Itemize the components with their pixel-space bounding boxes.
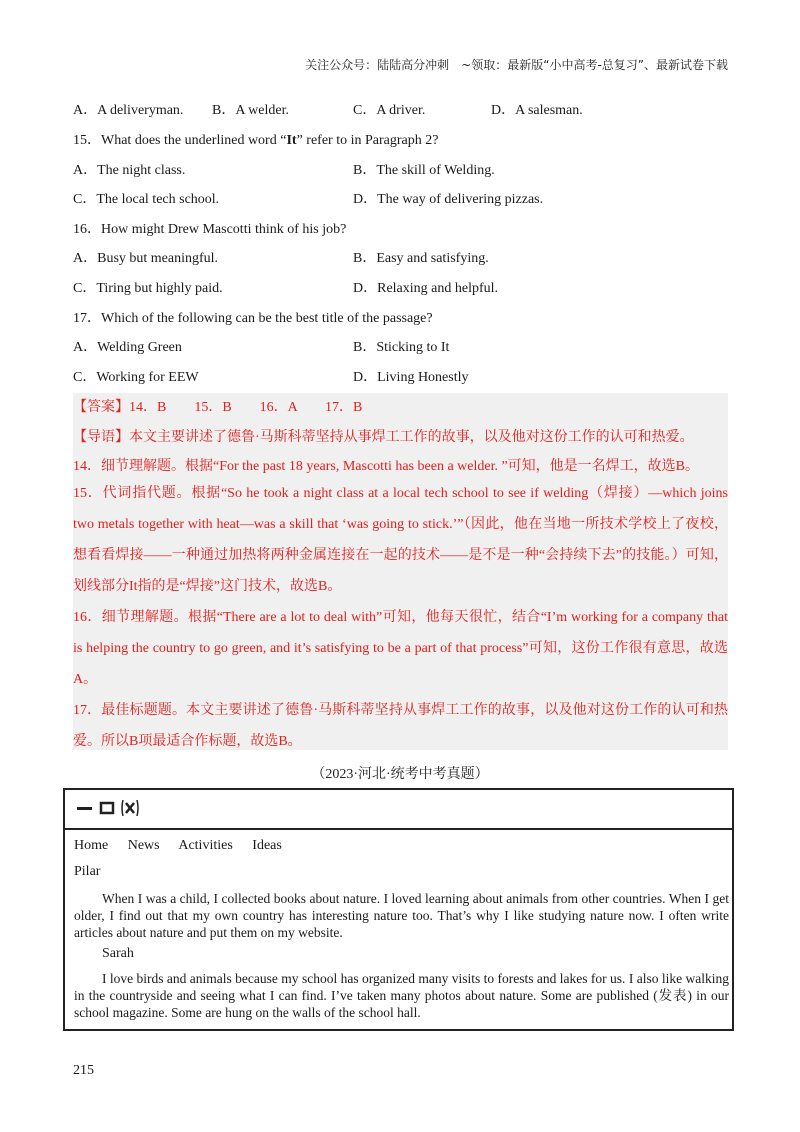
- q14-option-d: D．A salesman.: [491, 103, 583, 118]
- q14-option-b: B．A welder.: [212, 103, 289, 118]
- post-author-sarah: Sarah: [102, 946, 134, 961]
- nav-news-link[interactable]: News: [127, 838, 160, 853]
- q17-option-b: B．Sticking to It: [353, 340, 450, 355]
- answer-16: 16．细节理解题。根据“There are a lot to deal with”可知，他每天很忙，结合“I’m working for a company that is helping the country to go green, and it’s satisfying to be a part of that process”可知，这份工作很有意思，故选A。: [73, 610, 728, 687]
- q16-option-b: B．Easy and satisfying.: [353, 251, 489, 266]
- q17-option-d: D．Living Honestly: [353, 370, 469, 385]
- answer-17: 17．最佳标题题。本文主要讲述了德鲁·马斯科蒂坚持从事焊工工作的故事，以及他对这份工作的认可和热爱。所以B项最适合作标题，故选B。: [73, 703, 728, 749]
- post-text-pilar: When I was a child, I collected books about nature. I loved learning about animals from other countries. When I get older, I find out that my own country has interesting nature too. That’s why I like studying nature now. I often write articles about nature and put them on my website.: [74, 891, 729, 940]
- answer-guide: 【导语】本文主要讲述了德鲁·马斯科蒂坚持从事焊工工作的故事，以及他对这份工作的认可和热爱。: [73, 430, 694, 445]
- q16-stem: 16．How might Drew Mascotti think of his job?: [73, 222, 347, 237]
- q17-option-a: A．Welding Green: [73, 340, 182, 355]
- answer-15: 15．代词指代题。根据“So he took a night class at a local tech school to see if welding（焊接）—which joins two metals together with heat—was a skill that ‘was going to stick.’”（因此，他在当地一所技术学校上了夜校，想看看焊接——一种通过加热将两种金属连接在一起的技术——是不是一种“会持续下去”的技能。）可知，划线部分It指的是“焊接”这门技术，故选B。: [73, 486, 728, 594]
- nav-activities-link[interactable]: Activities: [178, 838, 233, 853]
- maximize-icon[interactable]: [99, 799, 117, 817]
- q16-option-c: C．Tiring but highly paid.: [73, 281, 223, 296]
- q14-option-c: C．A driver.: [353, 103, 426, 118]
- q17-stem: 17．Which of the following can be the best title of the passage?: [73, 311, 433, 326]
- q15-stem: 15．What does the underlined word “It” refer to in Paragraph 2?: [73, 133, 439, 148]
- window-title-bar: [65, 790, 732, 830]
- question-source: （2023·河北·统考中考真题）: [311, 767, 489, 782]
- nav-home-link[interactable]: Home: [74, 838, 109, 853]
- q15-option-c: C．The local tech school.: [73, 192, 220, 207]
- answer-14: 14．细节理解题。根据“For the past 18 years, Mascotti has been a welder. ”可知，他是一名焊工，故选B。: [73, 459, 700, 474]
- q16-option-a: A．Busy but meaningful.: [73, 251, 219, 266]
- minimize-icon[interactable]: [75, 799, 95, 817]
- q14-option-a: A．A deliveryman.: [73, 103, 184, 118]
- answer-key: 【答案】14．B 15．B 16．A 17．B: [73, 400, 363, 415]
- q16-option-d: D．Relaxing and helpful.: [353, 281, 499, 296]
- q15-option-a: A．The night class.: [73, 163, 186, 178]
- q15-option-b: B．The skill of Welding.: [353, 163, 495, 178]
- page-header: 关注公众号：陆陆高分冲刺 ~领取：最新版“小中高考-总复习”、最新试卷下载: [305, 58, 728, 72]
- website-nav: [74, 838, 298, 854]
- nav-ideas-link[interactable]: Ideas: [252, 838, 282, 853]
- close-icon[interactable]: [120, 799, 140, 817]
- website-window: [63, 788, 734, 1031]
- post-author-pilar: Pilar: [74, 864, 101, 879]
- page-number: 215: [73, 1063, 94, 1078]
- post-text-sarah: I love birds and animals because my school has organized many visits to forests and lakes for us. I also like walking in the countryside and seeing what I can find. I’ve taken many photos about nature. Some are published (发表) in our school magazine. Some are hung on the walls of the school hall.: [74, 971, 729, 1020]
- q15-option-d: D．The way of delivering pizzas.: [353, 192, 544, 207]
- q17-option-c: C．Working for EEW: [73, 370, 199, 385]
